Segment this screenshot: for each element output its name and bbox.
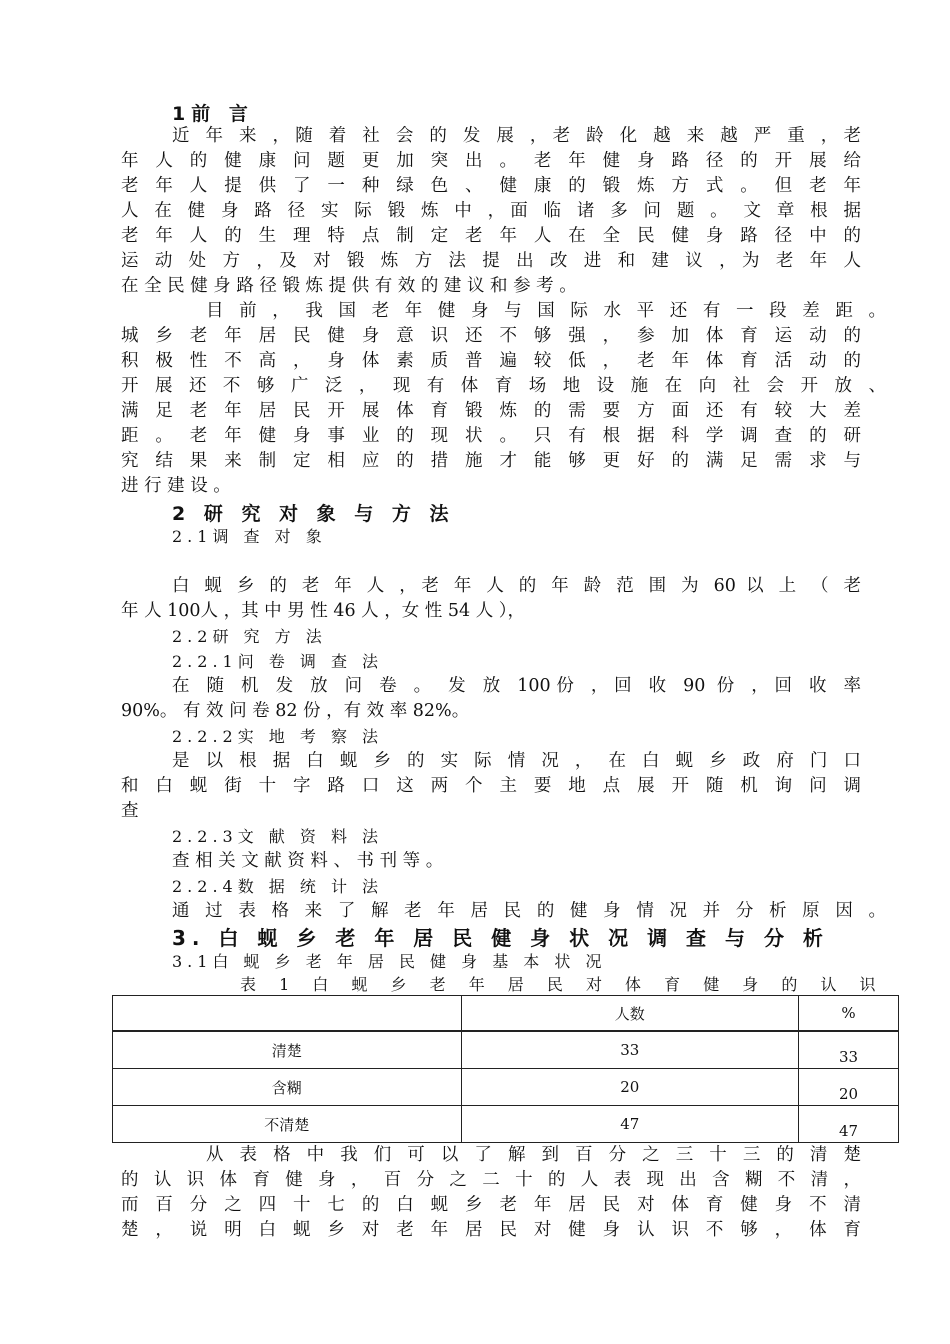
subsection-2-2: 2.2研 究 方 法 <box>172 627 327 646</box>
s1-p1-line-2: 年 人 的 健 康 问 题 更 加 突 出 。 老 年 健 身 路 径 的 开 展 给 <box>121 151 861 171</box>
table-row <box>113 1069 899 1106</box>
s2-1-line-2: 年 人 100人 ，其 中 男 性 46 人 ，女 性 54 人 ）， <box>121 601 526 621</box>
table-row <box>113 1106 899 1143</box>
table-cell: 20 <box>799 1069 899 1106</box>
table-cell: 清楚 <box>113 1031 462 1069</box>
s2-2-4-line: 通 过 表 格 来 了 解 老 年 居 民 的 健 身 情 况 并 分 析 原 因 。 <box>172 901 886 921</box>
s1-p1-line-6: 运 动 处 方 ，及 对 锻 炼 方 法 提 出 改 进 和 建 议 ，为 老 年 人 <box>121 251 861 271</box>
table-header-row <box>113 996 899 1032</box>
s1-p2-line-5: 满 足 老 年 居 民 开 展 体 育 锻 炼 的 需 要 方 面 还 有 较 大 差 <box>121 401 861 421</box>
table-cell: 33 <box>461 1031 799 1069</box>
table-header-cell: 人数 <box>461 996 799 1032</box>
table-cell: 47 <box>799 1106 899 1143</box>
table-cell: 20 <box>461 1069 799 1106</box>
s3-p-line-4: 楚 ， 说 明 白 蚬 乡 对 老 年 居 民 对 健 身 认 识 不 够 ， 体 育 <box>121 1220 861 1240</box>
s3-p-line-3: 而 百 分 之 四 十 七 的 白 蚬 乡 老 年 居 民 对 体 育 健 身 不 清 <box>121 1195 861 1215</box>
table-header-cell: % <box>799 996 899 1032</box>
table-row <box>113 1031 899 1069</box>
s1-p2-line-8: 进 行 建 设 。 <box>121 476 231 496</box>
table-1 <box>112 995 899 1143</box>
s3-p-line-2: 的 认 识 体 育 健 身 ， 百 分 之 二 十 的 人 表 现 出 含 糊 不 清 ， <box>121 1170 861 1190</box>
subsection-2-2-1: 2.2.1问 卷 调 查 法 <box>172 652 384 671</box>
s2-1-line-1: 白 蚬 乡 的 老 年 人 ，老 年 人 的 年 龄 范 围 为 60 以 上 （ 老 <box>172 576 861 596</box>
s2-2-2-line-1: 是 以 根 据 白 蚬 乡 的 实 际 情 况 ， 在 白 蚬 乡 政 府 门 口 <box>172 751 861 771</box>
s1-p1-line-1: 近 年 来 ，随 着 社 会 的 发 展 ，老 龄 化 越 来 越 严 重 ，老 <box>172 126 861 146</box>
s2-2-1-line-2: 90%。 有 效 问 卷 82 份 ，有 效 率 82%。 <box>121 701 470 721</box>
s1-p1-line-3: 老 年 人 提 供 了 一 种 绿 色 、 健 康 的 锻 炼 方 式 。 但 老 年 <box>121 176 861 196</box>
subsection-2-2-4: 2.2.4数 据 统 计 法 <box>172 877 384 896</box>
s1-p2-line-6: 距 。 老 年 健 身 事 业 的 现 状 。 只 有 根 据 科 学 调 查 的 研 <box>121 426 861 446</box>
s1-p2-line-2: 城 乡 老 年 居 民 健 身 意 识 还 不 够 强 ， 参 加 体 育 运 动 的 <box>121 326 861 346</box>
table-cell: 33 <box>799 1031 899 1069</box>
subsection-2-2-3: 2.2.3文 献 资 料 法 <box>172 827 384 846</box>
section-1-title: 1前 言 <box>172 103 254 125</box>
s1-p2-line-3: 积 极 性 不 高 ， 身 体 素 质 普 遍 较 低 ， 老 年 体 育 活 动 的 <box>121 351 861 371</box>
s2-2-2-line-3: 查 <box>121 801 139 821</box>
table-caption: 表 1 白 蚬 乡 老 年 居 民 对 体 育 健 身 的 认 识 <box>240 975 885 994</box>
table-cell: 含糊 <box>113 1069 462 1106</box>
s2-2-3-line: 查 相 关 文 献 资 料 、 书 刊 等 。 <box>172 851 444 871</box>
s1-p2-line-4: 开 展 还 不 够 广 泛 ， 现 有 体 育 场 地 设 施 在 向 社 会 开 放 、 <box>121 376 886 396</box>
s3-p-line-1: 从 表 格 中 我 们 可 以 了 解 到 百 分 之 三 十 三 的 清 楚 <box>206 1145 861 1165</box>
table-header-cell <box>113 996 462 1032</box>
s1-p1-line-4: 人 在 健 身 路 径 实 际 锻 炼 中 ，面 临 诸 多 问 题 。 文 章 根 据 <box>121 201 861 221</box>
s1-p1-line-5: 老 年 人 的 生 理 特 点 制 定 老 年 人 在 全 民 健 身 路 径 中 的 <box>121 226 861 246</box>
subsection-2-2-2: 2.2.2实 地 考 察 法 <box>172 727 384 746</box>
s1-p2-line-7: 究 结 果 来 制 定 相 应 的 措 施 才 能 够 更 好 的 满 足 需 求 与 <box>121 451 861 471</box>
section-2-title: 2 研 究 对 象 与 方 法 <box>172 503 455 525</box>
s2-2-1-line-1: 在 随 机 发 放 问 卷 。 发 放 100份 ，回 收 90 份 ，回 收 率 <box>172 676 861 696</box>
table-cell: 47 <box>461 1106 799 1143</box>
s1-p2-line-1: 目 前 ， 我 国 老 年 健 身 与 国 际 水 平 还 有 一 段 差 距 。 <box>206 301 886 321</box>
subsection-3-1: 3.1白 蚬 乡 老 年 居 民 健 身 基 本 状 况 <box>172 952 607 971</box>
table-cell: 不清楚 <box>113 1106 462 1143</box>
s1-p1-line-7: 在 全 民 健 身 路 径 锻 炼 提 供 有 效 的 建 议 和 参 考 。 <box>121 276 577 296</box>
s2-2-2-line-2: 和 白 蚬 街 十 字 路 口 这 两 个 主 要 地 点 展 开 随 机 询 问 调 <box>121 776 861 796</box>
section-3-title: 3. 白 蚬 乡 老 年 居 民 健 身 状 况 调 查 与 分 析 <box>172 926 829 950</box>
subsection-2-1: 2.1调 查 对 象 <box>172 527 327 546</box>
